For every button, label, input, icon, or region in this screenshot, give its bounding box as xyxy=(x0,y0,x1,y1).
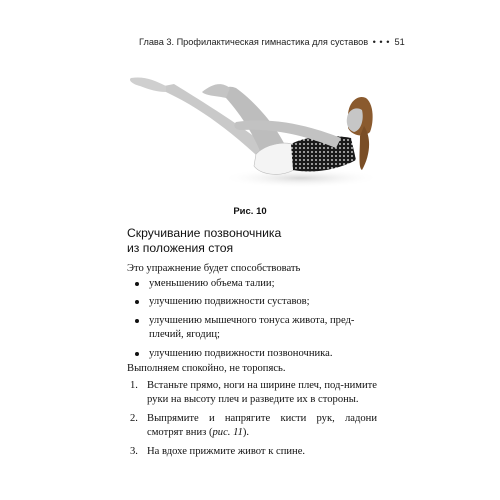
section-title-line-2: из положения стоя xyxy=(127,241,234,255)
instructions-lead: Выполняем спокойно, не торопясь. xyxy=(127,363,286,374)
foot-2 xyxy=(202,84,230,98)
bullet-icon xyxy=(135,352,139,356)
step-number: 3. xyxy=(130,445,138,457)
bullet-icon xyxy=(135,319,139,323)
figure-reference: рис. 11 xyxy=(212,427,243,438)
foot xyxy=(130,77,166,92)
step-text-end: ). xyxy=(242,427,250,438)
list-item: улучшению мышечного тонуса живота, пред-плечий, ягодиц; xyxy=(127,314,377,343)
figure-caption: Рис. 10 xyxy=(233,206,267,217)
step-item xyxy=(127,445,377,460)
section-title xyxy=(127,226,377,256)
steps-list xyxy=(127,379,377,460)
step-text: На вдохе прижмите живот к спине. xyxy=(147,445,306,457)
step-number: 2. xyxy=(130,412,138,424)
exercise-photo xyxy=(126,66,376,194)
header-separator: • • • xyxy=(372,37,390,47)
floor-shadow xyxy=(221,168,376,188)
step-item xyxy=(127,412,377,441)
step-item xyxy=(127,379,377,408)
list-item: улучшению подвижности суставов; xyxy=(127,295,377,310)
list-item: улучшению подвижности позвоночника. xyxy=(127,347,377,362)
step-text: Встаньте прямо, ноги на ширине плеч, под-нимите руки на высоту плеч и разведите их в стороны. xyxy=(147,379,377,405)
body-text xyxy=(127,262,377,463)
bullet-icon xyxy=(135,282,139,286)
page-number: 51 xyxy=(394,37,405,47)
step-number: 1. xyxy=(130,379,138,391)
step-text: Выпрямите и напрягите кисти рук, ладони смотрят вниз ( xyxy=(147,412,377,438)
section-title-line-1: Скручивание позвоночника xyxy=(127,226,282,240)
list-item: уменьшению объема талии; xyxy=(127,277,377,292)
benefits-list xyxy=(127,277,377,362)
bullet-icon xyxy=(135,300,139,304)
running-head xyxy=(139,37,405,47)
intro-paragraph: Это упражнение будет способствовать xyxy=(127,263,301,274)
chapter-title: Глава 3. Профилактическая гимнастика для суставов xyxy=(139,37,369,47)
